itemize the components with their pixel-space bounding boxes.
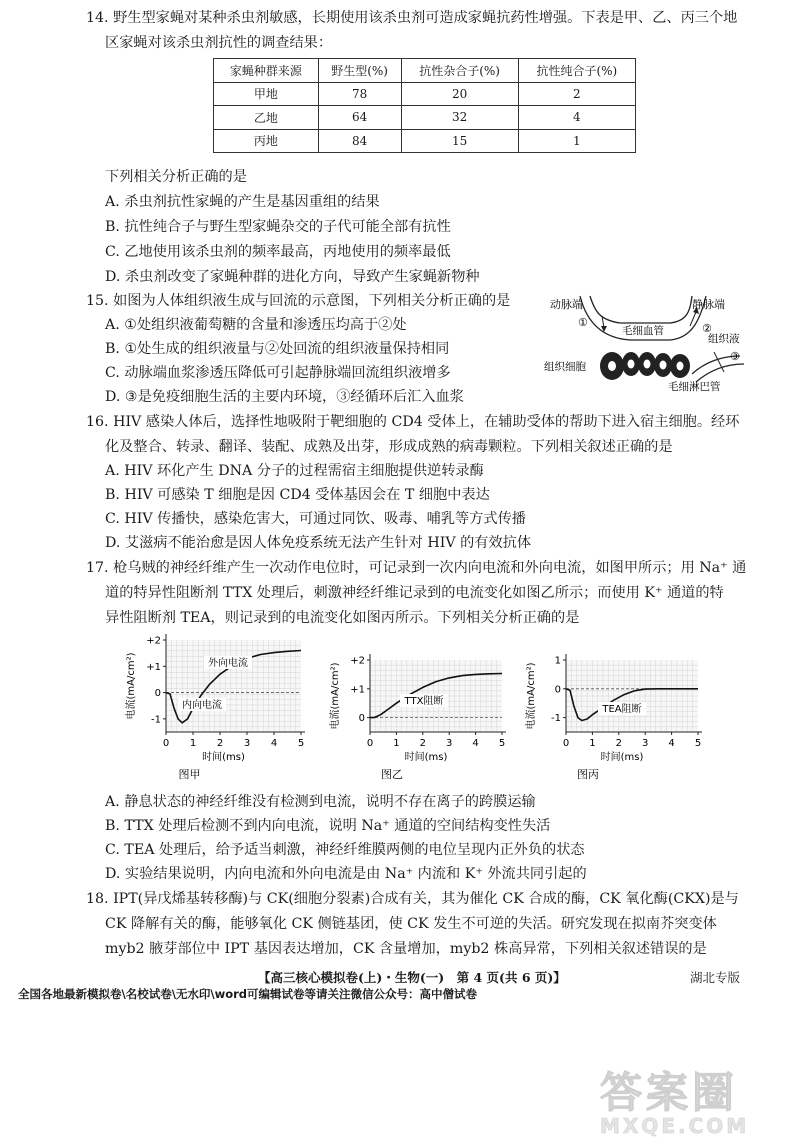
- x-axis-label: 时间(ms): [404, 752, 448, 763]
- annotation-label: 外向电流: [208, 658, 248, 669]
- q14-option-b: B. 抗性纯合子与野生型家蝇杂交的子代可能全部有抗性: [105, 219, 451, 235]
- q15-option-b: B. ①处生成的组织液量与②处回流的组织液量保持相同: [105, 341, 450, 357]
- table-row: [214, 82, 636, 106]
- y-tick-label: 0: [358, 713, 365, 725]
- x-tick-label: 5: [694, 738, 702, 749]
- y-tick-label: +2: [146, 635, 161, 647]
- table-header-cell: 家蝇种群来源: [214, 59, 319, 83]
- x-tick-label: 1: [189, 738, 197, 749]
- q17-option-b: B. TTX 处理后检测不到内向电流，说明 Na⁺ 通道的空间结构变性失活: [105, 818, 551, 834]
- q18-stem-line1: 18. IPT(异戊烯基转移酶)与 CK(细胞分裂素)合成有关，其为催化 CK 合成的酶，CK 氧化酶(CKX)是与: [86, 891, 739, 907]
- current-chart-yi: [318, 650, 518, 785]
- q14-option-a: A. 杀虫剂抗性家蝇的产生是基因重组的结果: [105, 194, 380, 210]
- table-cell: 64: [318, 106, 401, 130]
- q15-tissue-fluid-diagram: [540, 290, 755, 395]
- x-tick-label: 1: [589, 738, 596, 749]
- annotation-label: TEA阻断: [602, 704, 642, 715]
- annotation-label: 内向电流: [182, 700, 222, 711]
- table-row: [214, 106, 636, 130]
- x-tick-label: 4: [668, 738, 675, 749]
- table-row: [214, 129, 636, 153]
- x-tick-label: 4: [270, 738, 278, 749]
- x-tick-label: 0: [366, 738, 374, 749]
- q15-option-d: D. ③是免疫细胞生活的主要内环境，③经循环后汇入血浆: [105, 389, 464, 405]
- watermark-text-cn: 答案圈: [600, 1068, 739, 1117]
- table-cell: 4: [518, 106, 635, 130]
- y-tick-label: 0: [554, 684, 561, 696]
- tissue-cells: [600, 352, 690, 380]
- tissue-cell-label: 组织细胞: [544, 361, 586, 373]
- y-tick-label: +1: [146, 661, 161, 673]
- q16-option-b: B. HIV 可感染 T 细胞是因 CD4 受体基因会在 T 细胞中表达: [105, 487, 490, 503]
- current-chart-jia: [116, 630, 316, 785]
- capillary-label: 毛细血管: [622, 325, 664, 337]
- table-header-cell: 抗性杂合子(%): [401, 59, 518, 83]
- table-header-row: [214, 59, 636, 83]
- chart-title: 图乙: [381, 768, 403, 781]
- q16-stem-line1: 16. HIV 感染人体后，选择性地吸附于靶细胞的 CD4 受体上，在辅助受体的帮助下进入宿主细胞。经环: [86, 414, 740, 430]
- x-tick-label: 2: [419, 738, 426, 749]
- annotation-label: TTX阻断: [404, 696, 444, 707]
- y-tick-label: +2: [350, 655, 365, 667]
- table-cell: 84: [318, 129, 401, 153]
- table-cell: 32: [401, 106, 518, 130]
- chart-title: 图丙: [577, 768, 599, 781]
- table-cell: 20: [401, 82, 518, 106]
- q18-stem-line3: myb2 腋芽部位中 IPT 基因表达增加，CK 含量增加，myb2 株高异常，下列相关叙述错误的是: [105, 941, 707, 957]
- interstitial-fluid-label: 组织液: [708, 333, 740, 345]
- q14-option-c: C. 乙地使用该杀虫剂的频率最高，丙地使用的频率最低: [105, 244, 451, 260]
- x-tick-label: 4: [472, 738, 479, 749]
- x-tick-label: 1: [393, 738, 400, 749]
- y-axis-label: 电流(mA/cm²): [330, 662, 341, 730]
- q15-option-a: A. ①处组织液葡萄糖的含量和渗透压均高于②处: [105, 317, 407, 333]
- q14-stem-line1: 14. 野生型家蝇对某种杀虫剂敏感，长期使用该杀虫剂可造成家蝇抗药性增强。下表是甲、乙、丙三个地: [86, 10, 738, 26]
- q17-stem-line3: 异性阻断剂 TEA，则记录到的电流变化如图丙所示。下列相关分析正确的是: [105, 610, 580, 626]
- q16-option-c: C. HIV 传播快，感染危害大，可通过同饮、吸毒、哺乳等方式传播: [105, 511, 526, 527]
- table-cell: 2: [518, 82, 635, 106]
- table-cell: 甲地: [214, 82, 319, 106]
- q14-stem-line2: 区家蝇对该杀虫剂抗性的调查结果：: [105, 35, 333, 51]
- x-tick-label: 2: [216, 738, 224, 749]
- y-tick-label: 1: [554, 655, 561, 667]
- q14-prompt: 下列相关分析正确的是: [105, 169, 247, 185]
- x-tick-label: 3: [446, 738, 453, 749]
- lymph-capillary-label: 毛细淋巴管: [668, 381, 721, 393]
- q15-stem: 15. 如图为人体组织液生成与回流的示意图，下列相关分析正确的是: [86, 293, 511, 309]
- table-cell: 1: [518, 129, 635, 153]
- q18-stem-line2: CK 降解有关的酶，能够氧化 CK 侧链基团，使 CK 发生不可逆的失活。研究发现在拟南芥突变体: [105, 916, 717, 932]
- x-tick-label: 5: [498, 738, 506, 749]
- q16-stem-line2: 化及整合、转录、翻译、装配、成熟及出芽，形成成熟的病毒颗粒。下列相关叙述正确的是: [105, 439, 673, 455]
- page-footer-notice: 全国各地最新模拟卷\名校试卷\无水印\word可编辑试卷等请关注微信公众号：高中僧试卷: [18, 987, 478, 1001]
- mark-2: ②: [702, 322, 712, 335]
- q16-option-d: D. 艾滋病不能治愈是因人体免疫系统无法产生针对 HIV 的有效抗体: [105, 535, 532, 551]
- table-cell: 乙地: [214, 106, 319, 130]
- table-cell: 丙地: [214, 129, 319, 153]
- mark-1: ①: [578, 316, 588, 329]
- current-chart-bing: [514, 650, 724, 785]
- watermark-logo: [600, 1060, 749, 1138]
- x-tick-label: 2: [615, 738, 622, 749]
- q16-option-a: A. HIV 环化产生 DNA 分子的过程需宿主细胞提供逆转录酶: [105, 463, 484, 479]
- q15-option-c: C. 动脉端血浆渗透压降低可引起静脉端回流组织液增多: [105, 365, 451, 381]
- y-tick-label: +1: [350, 684, 365, 696]
- y-tick-label: -1: [551, 713, 561, 725]
- chart-title: 图甲: [178, 768, 201, 781]
- table-cell: 78: [318, 82, 401, 106]
- x-tick-label: 0: [562, 738, 570, 749]
- plot-area: [166, 640, 301, 732]
- x-axis-label: 时间(ms): [202, 752, 245, 763]
- table-cell: 15: [401, 129, 518, 153]
- q17-stem-line2: 道的特异性阻断剂 TTX 处理后，刺激神经纤维记录到的电流变化如图乙所示；而使用 K⁺ 通道的特: [105, 585, 724, 601]
- page-footer-title: 【高三核心模拟卷(上)・生物(一) 第 4 页(共 6 页)】: [258, 970, 566, 985]
- vein-end-label: 静脉端: [692, 298, 725, 311]
- x-tick-label: 5: [297, 738, 305, 749]
- watermark-text-en: MXQE.COM: [600, 1114, 750, 1138]
- q14-data-table: [213, 58, 636, 153]
- q17-option-c: C. TEA 处理后，给予适当刺激，神经纤维膜两侧的电位呈现内正外负的状态: [105, 842, 585, 858]
- x-tick-label: 0: [162, 738, 170, 749]
- mark-3: ③: [730, 350, 740, 363]
- q17-stem-line1: 17. 枪乌贼的神经纤维产生一次动作电位时，可记录到一次内向电流和外向电流，如图甲所示；用 Na⁺ 通: [86, 560, 747, 576]
- q14-option-d: D. 杀虫剂改变了家蝇种群的进化方向，导致产生家蝇新物种: [105, 269, 480, 285]
- artery-end-label: 动脉端: [550, 298, 583, 311]
- x-tick-label: 3: [642, 738, 649, 749]
- table-header-cell: 抗性纯合子(%): [518, 59, 635, 83]
- table-header-cell: 野生型(%): [318, 59, 401, 83]
- q17-option-d: D. 实验结果说明，内向电流和外向电流是由 Na⁺ 内流和 K⁺ 外流共同引起的: [105, 866, 587, 882]
- y-tick-label: -1: [151, 714, 161, 726]
- x-axis-label: 时间(ms): [600, 752, 644, 763]
- y-tick-label: 0: [154, 688, 161, 700]
- page-footer-edition: 湖北专版: [690, 970, 741, 985]
- x-tick-label: 3: [243, 738, 251, 749]
- q17-option-a: A. 静息状态的神经纤维没有检测到电流，说明不存在离子的跨膜运输: [105, 794, 536, 810]
- y-axis-label: 电流(mA/cm²): [126, 652, 137, 720]
- y-axis-label: 电流(mA/cm²): [526, 662, 537, 730]
